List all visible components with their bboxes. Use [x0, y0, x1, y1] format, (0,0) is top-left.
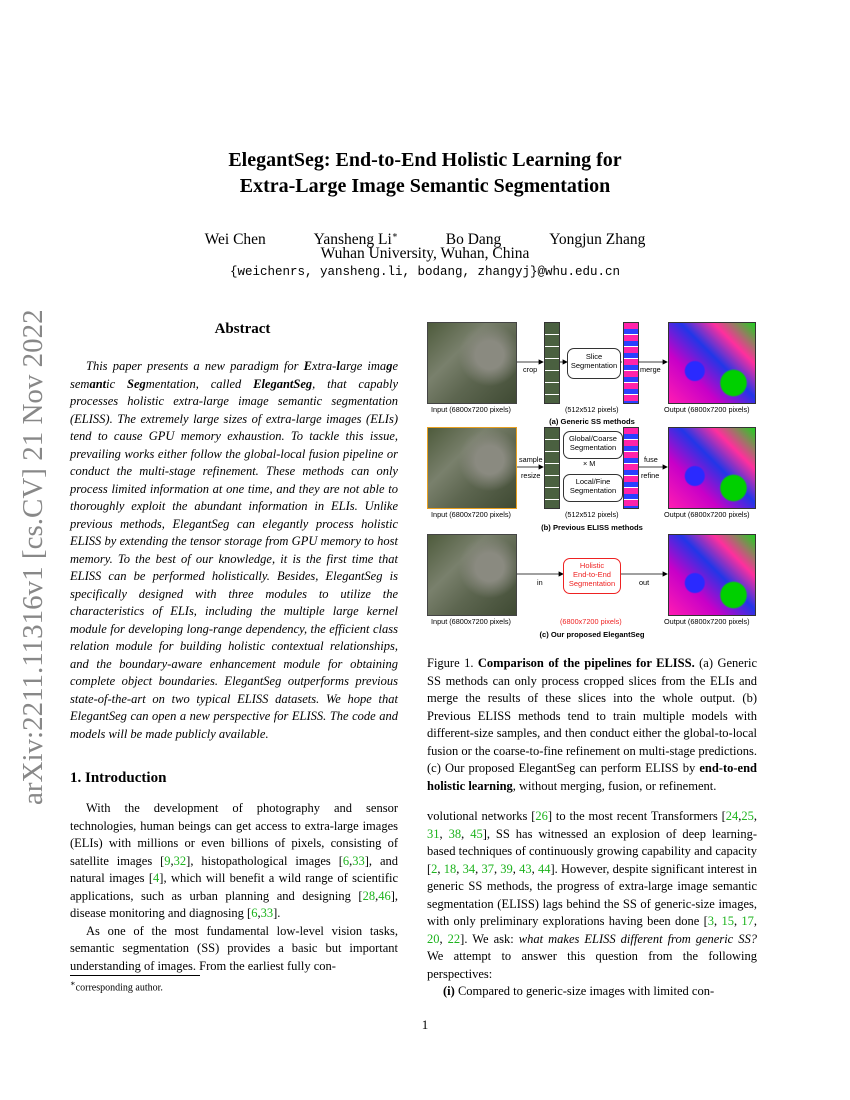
- output-segmentation-map: [668, 322, 756, 404]
- author-2-name: Yansheng Li: [313, 231, 392, 249]
- citation-link[interactable]: 9: [164, 853, 171, 868]
- citation-link[interactable]: 24: [725, 809, 739, 823]
- text: ]. However, despite significant interest in generic SS methods, the progress of extra-large image semantic segmentation (ELISS) lags behind the SS of generic-size images, with only preliminary explorations having been done [: [427, 861, 757, 928]
- citation-link[interactable]: 22: [447, 931, 461, 946]
- footnote-text: corresponding author.: [75, 982, 163, 994]
- input-satellite-image: [427, 322, 517, 404]
- abstract-esem: e sem: [70, 359, 398, 391]
- abstract-E: E: [303, 359, 313, 373]
- sample-label: sample: [519, 455, 543, 464]
- slice-segmentation-box: [567, 348, 621, 379]
- author-3: Bo Dang: [445, 231, 502, 249]
- author-2-mark: ∗: [391, 230, 398, 240]
- text: ] to the most recent Transformers [: [547, 809, 726, 823]
- footnote-mark: ∗: [70, 979, 76, 988]
- abstract-g: g: [386, 359, 393, 373]
- citation-link[interactable]: 20: [427, 931, 440, 946]
- in-label: in: [537, 578, 543, 587]
- subfigure-a-caption: (a) Generic SS methods: [549, 417, 635, 426]
- input-slices: [544, 322, 560, 404]
- slice-seg-line1: Slice: [585, 352, 603, 361]
- holistic-line3: Segmentation: [568, 579, 616, 588]
- intro-paragraph-perspective-1: [427, 983, 757, 1001]
- abstract-ic: ic: [106, 376, 128, 391]
- global-coarse-segmentation-box: [563, 431, 623, 459]
- figure-1-caption: [427, 655, 757, 795]
- citation-link[interactable]: 32: [173, 853, 187, 868]
- citation-link[interactable]: 31: [427, 826, 440, 841]
- refine-label: refine: [641, 471, 660, 480]
- fuse-label: fuse: [644, 455, 658, 464]
- citation-link[interactable]: 26: [535, 809, 548, 823]
- text: ].: [273, 906, 281, 920]
- abstract-l: l: [336, 359, 340, 373]
- citation-link[interactable]: 33: [352, 853, 365, 868]
- abstract-seg: Seg: [127, 376, 146, 391]
- citation-link[interactable]: 33: [260, 906, 274, 920]
- citation-link[interactable]: 25: [741, 809, 754, 823]
- global-coarse-line2: Segmentation: [569, 443, 617, 452]
- abstract-elegantseg: ElegantSeg: [253, 376, 313, 391]
- caption-text-1: (a) Generic SS methods can only process cropped slices from the ELIs and merge the results of these slices into the whole output. (b) Previous ELISS methods tend to train multiple models with different-size samples, and then conduct either the global-to-local fusion or the coarse-to-fine refinement on multi-stage predictions. (c) Our proposed ElegantSeg can perform ELISS by: [427, 656, 758, 775]
- global-coarse-line1: Global/Coarse: [569, 434, 617, 443]
- citation-link[interactable]: 6: [342, 853, 350, 868]
- paper-title-line2: Extra-Large Image Semantic Segmentation: [239, 175, 611, 197]
- intro-paragraph-continued: volutional networks [26] to the most recent Transformers [24,25, 31, 38, 45], SS has witnessed an explosion of deep learning-based techniques of continuously growing capability and capacity [2, 18, 34, 37, 39, 43, 44]. However, despite significant interest in generic SS methods, the progress of extra-large image semantic segmentation (ELISS) lags behind the SS of generic-size images, with only preliminary explorations having been done [3, 15, 17, 20, 22]. We ask: what makes ELISS different from generic SS? We attempt to answer this question from the following perspectives:: [427, 809, 758, 981]
- merge-label: merge: [640, 365, 661, 374]
- tile-size-label-a: (512x512 pixels): [565, 405, 619, 414]
- affiliation: Wuhan University, Wuhan, China: [320, 245, 530, 262]
- text: ], histopathological images [: [186, 853, 343, 868]
- input-satellite-image: [427, 534, 517, 616]
- tile-size-label-b: (512x512 pixels): [565, 510, 619, 519]
- subfigure-c-caption: (c) Our proposed ElegantSeg: [539, 630, 645, 639]
- local-fine-segmentation-box: [563, 474, 623, 502]
- abstract-mentation: mentation, called: [145, 376, 254, 391]
- figure-1: [427, 318, 757, 648]
- input-samples: [544, 427, 560, 509]
- times-m-label: × M: [583, 459, 596, 468]
- paper-title-line1: ElegantSeg: End-to-End Holistic Learning for: [228, 149, 622, 171]
- text: ], SS has witnessed an explosion of deep learning-based techniques of continuously growing capability and capacity [: [427, 826, 758, 876]
- input-label-a: Input (6800x7200 pixels): [431, 405, 511, 414]
- citation-link[interactable]: 4: [153, 871, 160, 885]
- output-slices: [623, 322, 639, 404]
- citation-link[interactable]: 2: [431, 861, 438, 876]
- holistic-line1: Holistic: [579, 561, 605, 570]
- caption-bold-phrase: end-to-end holistic learning: [427, 761, 757, 793]
- subfigure-b-caption: (b) Previous ELISS methods: [541, 523, 643, 532]
- caption-title: Comparison of the pipelines for ELISS.: [477, 656, 695, 670]
- abstract-text: [70, 358, 398, 743]
- paper-title: [100, 147, 750, 199]
- holistic-line2: End-to-End: [573, 570, 611, 579]
- abstract-ant: ant: [89, 376, 107, 391]
- page-number: 1: [421, 1017, 429, 1032]
- citation-link[interactable]: 17: [741, 914, 754, 928]
- text: ], which will benefit a wild range of scientific applications, such as urban planning and designing [: [70, 871, 398, 903]
- citation-link[interactable]: 38: [448, 826, 462, 841]
- citation-link[interactable]: 45: [470, 826, 483, 841]
- citation-link[interactable]: 44: [537, 861, 551, 876]
- input-label-c: Input (6800x7200 pixels): [431, 617, 511, 626]
- resize-label: resize: [521, 471, 541, 480]
- section-heading-introduction: 1. Introduction: [70, 770, 167, 786]
- citation-link[interactable]: 37: [481, 861, 494, 876]
- caption-label: Figure 1.: [427, 656, 474, 670]
- arxiv-identifier: [2, 250, 52, 810]
- citation-link[interactable]: 15: [721, 914, 734, 928]
- local-fine-line2: Segmentation: [569, 486, 617, 495]
- slice-seg-line2: Segmentation: [570, 361, 618, 370]
- text: ], disease monitoring and diagnosing [: [70, 888, 398, 920]
- output-segmentation-map: [668, 427, 756, 509]
- abstract-arge: arge ima: [339, 359, 387, 373]
- output-segmentation-map: [668, 534, 756, 616]
- intro-right-column: [427, 808, 757, 1001]
- text: volutional networks [: [427, 809, 536, 823]
- citation-link[interactable]: 39: [500, 861, 513, 876]
- text: Compared to generic-size images with limited con-: [454, 984, 715, 998]
- caption-text-2: , without merging, fusion, or refinement.: [512, 778, 717, 793]
- citation-link[interactable]: 43: [519, 861, 532, 876]
- citation-link[interactable]: 46: [378, 888, 391, 903]
- out-label: out: [639, 578, 650, 587]
- arxiv-identifier-text: arXiv:2211.11316v1 [cs.CV] 21 Nov 2022: [17, 309, 49, 805]
- text: We attempt to answer this question from the following perspectives:: [427, 949, 757, 981]
- author-emails: {weichenrs, yansheng.li, bodang, zhangyj}@whu.edu.cn: [229, 265, 621, 279]
- intro-paragraph-2: As one of the most fundamental low-level vision tasks, semantic segmentation (SS) provides a basic but important understanding of images. From the earliest fully con-: [70, 923, 398, 973]
- local-fine-line1: Local/Fine: [575, 477, 611, 486]
- output-label-a: Output (6800x7200 pixels): [664, 405, 750, 414]
- perspective-label: (i): [443, 984, 455, 998]
- full-size-label: (6800x7200 pixels): [560, 617, 622, 626]
- abstract-rest: , that capably processes holistic extra-large image semantic segmentation (ELISS). The extremely large sizes of extra-large images (ELIs) tend to cause GPU memory exhaustion. To tackle this issue, prevailing works either follow the global-local fusion pipeline or conduct the multi-stage refinement. These methods can only process limited information at one time, and they are not able to thoroughly exploit the abundant information in ELIs. Unlike previous methods, ElegantSeg can elegantly process holistic ELISS by extending the tensor storage from GPU memory to host memory. To the best of our knowledge, it is the first time that ELISS can be performed holistically. Besides, ElegantSeg is specifically designed with three modules to utilize the characteristics of ELIs, including the multiple large kernel module for developing long-range dependency, the efficient class relation module for building holistic contextual relationships, and the boundary-aware enhancement module for obtaining complete object boundaries. ElegantSeg outperforms previous state-of-the-art on two typical ELISS datasets. We hope that ElegantSeg can open a new perspective for ELISS. The code and models will be made publicly available.: [70, 376, 398, 741]
- crop-label: crop: [523, 365, 538, 374]
- abstract-p1: This paper presents a new paradigm for: [86, 359, 304, 373]
- citation-link[interactable]: 28: [362, 888, 376, 903]
- output-label-b: Output (6800x7200 pixels): [664, 510, 750, 519]
- intro-paragraph-1: With the development of photography and sensor technologies, human beings can get access to extra-large images (ELIs) with millions or even billions of pixels, consisting of satellite images [9,32], histopathological images [6,33], and natural images [4], which will benefit a wild range of scientific applications, such as urban planning and designing [28,46], disease monitoring and diagnosing [6,33].: [70, 801, 398, 920]
- abstract-xtra: xtra-: [312, 359, 337, 373]
- abstract-heading: Abstract: [214, 321, 271, 337]
- holistic-segmentation-box: [563, 558, 621, 594]
- citation-link[interactable]: 3: [707, 914, 715, 928]
- research-question: what makes ELISS different from generic SS?: [518, 931, 758, 946]
- output-label-c: Output (6800x7200 pixels): [664, 617, 750, 626]
- input-label-b: Input (6800x7200 pixels): [431, 510, 511, 519]
- citation-link[interactable]: 6: [251, 906, 258, 920]
- citation-link[interactable]: 18: [443, 861, 457, 876]
- text: ]. We ask:: [460, 931, 519, 946]
- output-predictions: [623, 427, 639, 509]
- author-1: Wei Chen: [204, 231, 266, 249]
- input-satellite-image: [427, 427, 517, 509]
- text: ], and natural images [: [70, 853, 398, 885]
- footnote: [70, 978, 163, 993]
- citation-link[interactable]: 34: [462, 861, 476, 876]
- text: With the development of photography and sensor technologies, human beings can get access to extra-large images (ELIs) with millions or even billions of pixels, consisting of satellite images [: [70, 801, 398, 868]
- author-4: Yongjun Zhang: [549, 231, 646, 249]
- intro-left-column: [70, 800, 398, 975]
- footnote-rule: [70, 975, 200, 976]
